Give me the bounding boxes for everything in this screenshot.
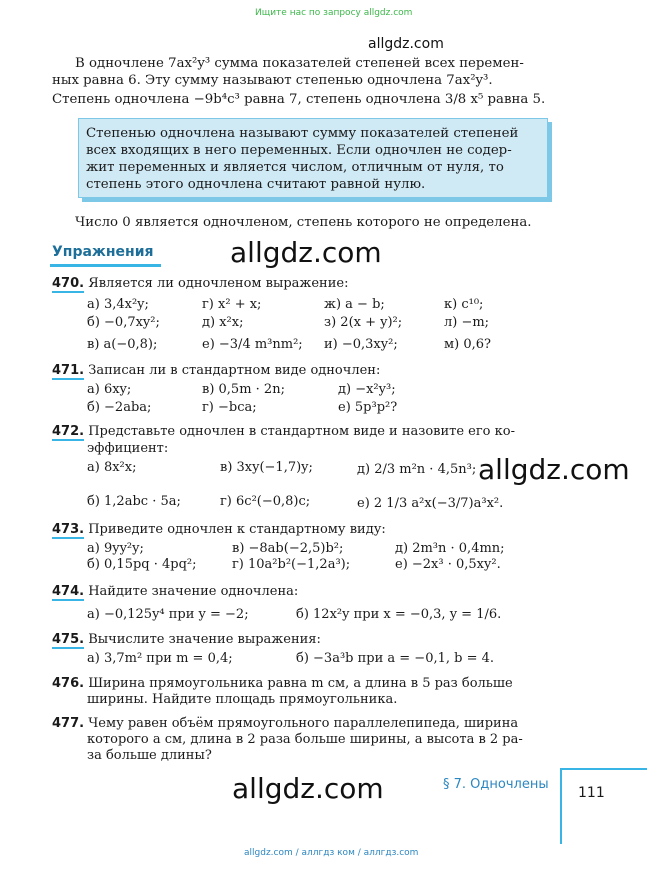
watermark: allgdz.com <box>478 453 630 486</box>
exercise-item: а) 8x²x; <box>87 460 137 475</box>
exercise-item: в) −8ab(−2,5)b²; <box>232 541 344 556</box>
exercise-item: б) 0,15pq · 4pq²; <box>87 557 197 572</box>
exercise-475 <box>52 632 321 647</box>
page-frame-side <box>560 768 562 844</box>
exercise-number: 470. <box>52 276 85 291</box>
page-number: 111 <box>578 785 605 801</box>
exercise-text: Представьте одночлен в стандартном виде и назовите его ко- <box>88 424 515 439</box>
definition-line: всех входящих в него переменных. Если одночлен не содер- <box>86 143 512 158</box>
exercise-item: д) −x²y³; <box>338 382 396 397</box>
intro-line-2: ных равна 6. Эту сумму называют степенью одночлена 7ax²y³. <box>52 73 493 88</box>
exercise-item: а) 3,7m² при m = 0,4; <box>87 651 233 666</box>
exercise-item: г) 6c²(−0,8)c; <box>220 494 311 509</box>
exercise-470 <box>52 276 348 291</box>
exercise-472 <box>52 424 515 439</box>
intro-line-1: В одночлене 7ax²y³ сумма показателей степеней всех перемен- <box>75 56 524 71</box>
exercise-text: Является ли одночленом выражение: <box>88 276 349 291</box>
exercise-item: в) 0,5m · 2n; <box>202 382 285 397</box>
watermark: allgdz.com <box>232 772 384 805</box>
definition-line: Степенью одночлена называют сумму показателей степеней <box>86 126 519 141</box>
exercise-text-cont: за больше длины? <box>87 748 212 763</box>
exercise-text: Вычислите значение выражения: <box>88 632 321 647</box>
exercise-item: б) 1,2abc · 5a; <box>87 494 181 509</box>
exercise-number: 472. <box>52 424 85 439</box>
exercise-item: е) −3/4 m³nm²; <box>202 337 303 352</box>
exercise-item: б) −0,7xy²; <box>87 315 160 330</box>
exercise-item: е) 2 1/3 a²x(−3/7)a³x². <box>357 496 504 511</box>
exercise-text-cont: ширины. Найдите площадь прямоугольника. <box>87 692 398 707</box>
exercise-item: е) 5p³p²? <box>338 400 398 415</box>
exercise-item: г) −bca; <box>202 400 257 415</box>
page-frame-top <box>560 768 647 770</box>
exercise-item: к) c¹⁰; <box>444 297 484 312</box>
exercise-item: м) 0,6? <box>444 337 491 352</box>
exercise-item: в) 3xy(−1,7)y; <box>220 460 313 475</box>
definition-line: степень этого одночлена считают равной нулю. <box>86 177 426 192</box>
exercise-item: л) −m; <box>444 315 490 330</box>
exercise-471 <box>52 363 380 378</box>
exercise-text: Чему равен объём прямоугольного параллелепипеда, ширина <box>88 716 519 731</box>
exercise-number: 475. <box>52 632 85 647</box>
exercise-item: б) −2aba; <box>87 400 152 415</box>
exercise-text-cont: эффициент: <box>87 441 169 456</box>
exercise-item: е) −2x³ · 0,5xy². <box>395 557 501 572</box>
exercise-text: Ширина прямоугольника равна m см, а длина в 5 раз больше <box>88 676 513 691</box>
exercise-item: б) −3a³b при a = −0,1, b = 4. <box>296 651 495 666</box>
exercise-number: 473. <box>52 522 85 537</box>
exercise-item: ж) a − b; <box>324 297 385 312</box>
exercise-number: 477. <box>52 716 85 731</box>
exercise-text-cont: которого a см, длина в 2 раза больше ширины, а высота в 2 ра- <box>87 732 523 747</box>
exercise-item: и) −0,3xy²; <box>324 337 398 352</box>
exercise-item: г) x² + x; <box>202 297 262 312</box>
bottom-links[interactable]: allgdz.com / аллгдз ком / аллгдз.com <box>244 848 419 858</box>
exercise-item: д) 2m³n · 0,4mn; <box>395 541 505 556</box>
exercise-text: Записан ли в стандартном виде одночлен: <box>88 363 381 378</box>
exercise-item: д) 2/3 m²n · 4,5n³; <box>357 462 477 477</box>
definition-line: жит переменных и является числом, отличным от нуля, то <box>86 160 504 175</box>
watermark: allgdz.com <box>368 36 444 52</box>
watermark: allgdz.com <box>230 236 382 269</box>
exercise-number: 476. <box>52 676 85 691</box>
exercise-item: г) 10a²b²(−1,2a³); <box>232 557 351 572</box>
exercise-text: Найдите значение одночлена: <box>88 584 299 599</box>
exercise-477 <box>52 716 518 731</box>
exercise-item: а) 3,4x²y; <box>87 297 149 312</box>
exercise-item: а) −0,125y⁴ при y = −2; <box>87 607 249 622</box>
intro-line-3: Степень одночлена −9b⁴c³ равна 7, степень одночлена 3/8 x⁵ равна 5. <box>52 92 546 107</box>
section-title: Упражнения <box>52 244 154 260</box>
exercise-number: 474. <box>52 584 85 599</box>
exercise-476 <box>52 676 513 691</box>
section-underline <box>50 264 161 267</box>
exercise-474 <box>52 584 298 599</box>
exercise-473 <box>52 522 386 537</box>
section-label: § 7. Одночлены <box>443 777 549 792</box>
top-note: Ищите нас по запросу allgdz.com <box>255 8 413 18</box>
exercise-text: Приведите одночлен к стандартному виду: <box>88 522 386 537</box>
exercise-number: 471. <box>52 363 85 378</box>
exercise-item: д) x²x; <box>202 315 244 330</box>
zero-note: Число 0 является одночленом, степень которого не определена. <box>75 215 532 230</box>
exercise-item: б) 12x²y при x = −0,3, y = 1/6. <box>296 607 502 622</box>
exercise-item: в) a(−0,8); <box>87 337 158 352</box>
exercise-item: з) 2(x + y)²; <box>324 315 403 330</box>
exercise-item: а) 6xy; <box>87 382 132 397</box>
exercise-item: а) 9yy²y; <box>87 541 144 556</box>
